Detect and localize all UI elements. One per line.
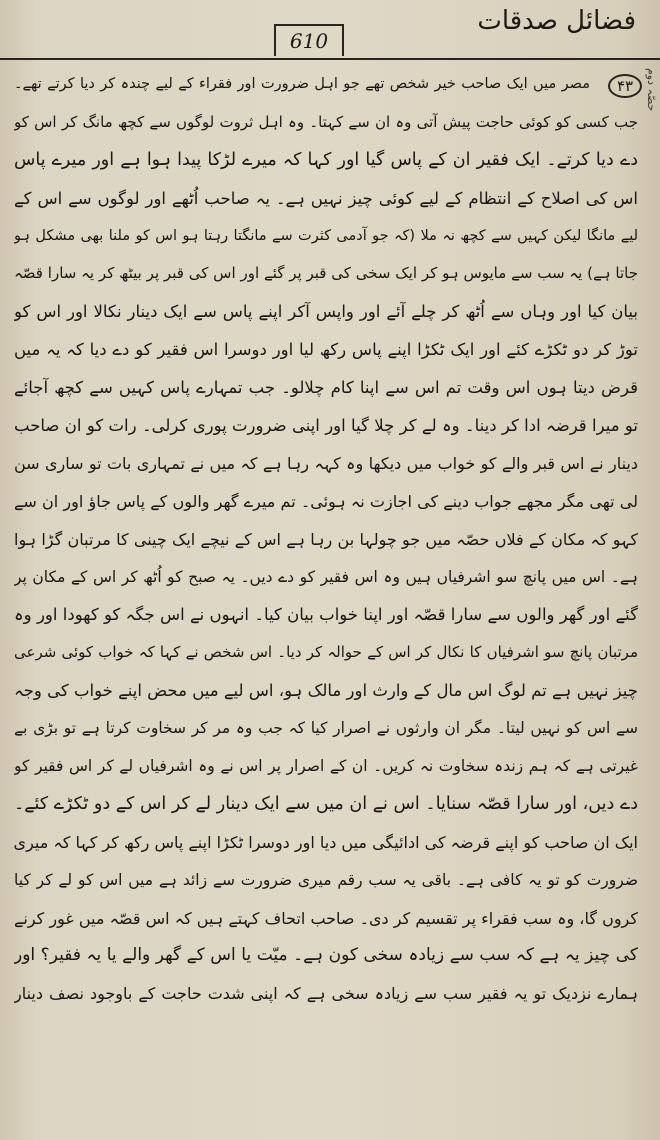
text-line: جاتا ہے) یہ سب سے مایوس ہو کر ایک سخی کی قبر پر گئے اور اس کی قبر پر بیٹھ کر یہ سارا قصّہ <box>14 264 638 283</box>
text-line: گئے اور گھر والوں سے سارا قصّہ اور اپنا خواب بیان کیا۔ انہوں نے اس جگہ کو کھودا اور وہ <box>14 605 638 625</box>
text-line: ہمارے نزدیک تو یہ فقیر سب سے زیادہ سخی ہے کہ اپنی شدت حاجت کے باوجود نصف دینار <box>14 984 638 1004</box>
page-text <box>14 66 638 1140</box>
text-line: لی تھی مگر مجھے جواب دینے کی اجازت نہ ہوئی۔ تم میرے گھر والوں کے پاس جاؤ اور ان سے <box>14 491 638 511</box>
page-number: 610 <box>274 24 344 56</box>
text-line: دے دیں، اور سارا قصّہ سنایا۔ اس نے ان میں سے ایک دینار لے کر اس کے دو ٹکڑے کئے۔ <box>14 793 638 814</box>
text-line: توڑ کر دو ٹکڑے کئے اور ایک ٹکڑا اپنے پاس رکھ لیا اور دوسرا اس فقیر کو دے دیا کہ یہ میں <box>14 340 638 360</box>
text-line: سے اس کو نہیں لیتا۔ مگر ان وارثوں نے اصرار کیا کہ جب وہ مر کر سخاوت کرتا ہے تو بڑی بے <box>14 719 638 738</box>
text-line: لیے مانگا لیکن کہیں سے کچھ نہ ملا (کہ جو آدمی کثرت سے مانگتا رہتا ہو اس کو ملنا بھی مشکل ہو <box>14 227 638 244</box>
text-line: غیرتی ہے کہ ہم زندہ سخاوت نہ کریں۔ ان کے اصرار پر اس نے وہ اشرفیاں لے کر اس فقیر کو <box>14 757 638 776</box>
text-line: کروں گا، وہ سب فقراء پر تقسیم کر دی۔ صاحب اتحاف کہتے ہیں کہ اس قصّہ میں غور کرنے <box>14 908 638 928</box>
text-line: دینار نے اس قبر والے کو خواب میں دیکھا وہ کہہ رہا ہے کہ میں نے تمہاری بات تو ساری سن <box>14 453 638 473</box>
text-line: چیز نہیں ہے تم لوگ اس مال کے وارث اور مالک ہو، اس لیے میں محض اپنے خواب کی وجہ <box>14 681 638 701</box>
text-line: مصر میں ایک صاحب خیر شخص تھے جو اہل ضرورت اور فقراء کے لیے چندہ کر دیا کرتے تھے۔ <box>14 76 590 92</box>
text-line: قرض دیتا ہوں اس وقت تم اس سے اپنا کام چلالو۔ جب تمہارے پاس کہیں سے کچھ آجائے <box>14 378 638 398</box>
text-line: کہو کہ مکان کے فلاں حصّہ میں جو چولہا بن رہا ہے اس کے نیچے ایک چینی کا مرتبان گڑا ہوا <box>14 529 638 549</box>
text-line: اس کی اصلاح کے انتظام کے لیے کوئی چیز نہیں ہے۔ یہ صاحب اُٹھے اور لوگوں سے اس کے <box>14 188 638 208</box>
text-line: تو میرا قرضہ ادا کر دینا۔ وہ لے کر چلا گیا اور اپنی ضرورت پوری کرلی۔ رات کو ان صاحب <box>14 416 638 436</box>
side-note: حصّہ دوم <box>645 68 658 112</box>
text-line: ایک ان صاحب کو اپنے قرضہ کی ادائیگی میں دیا اور دوسرا ٹکڑا اپنے پاس رکھ کر کہا کہ میری <box>14 832 638 852</box>
book-title: فضائل صدقات <box>477 6 636 36</box>
text-line: ہے۔ اس میں پانچ سو اشرفیاں ہیں وہ اس فقیر کو دے دیں۔ یہ صبح کو اُٹھ کر اس کے مکان پر <box>14 567 638 586</box>
text-line: جب کسی کو کوئی حاجت پیش آتی وہ ان سے کہتا۔ وہ اہل ثروت لوگوں سے کچھ مانگ کر اس کو <box>14 112 638 131</box>
header-rule <box>0 58 660 60</box>
story-number-badge: ۴۳ <box>608 74 642 98</box>
text-line: دے دیا کرتے۔ ایک فقیر ان کے پاس گیا اور کہا کہ میرے لڑکا پیدا ہوا ہے اور میرے پاس <box>14 149 638 170</box>
text-line: بیان کیا اور وہاں سے اُٹھ کر چلے آئے اور واپس آکر اپنے پاس سے ایک دینار نکالا اور اس کو <box>14 302 638 322</box>
text-line: کی چیز یہ ہے کہ سب سے زیادہ سخی کون ہے۔ میّت یا اس کے گھر والے یا یہ فقیر؟ اور <box>14 945 638 966</box>
text-line: ضرورت کو تو یہ کافی ہے۔ باقی یہ سب رقم میری ضرورت سے زائد ہے میں اس کو لے کر کیا <box>14 870 638 889</box>
text-line: مرتبان پانچ سو اشرفیاں کا نکال کر اس کے حوالہ کر دیا۔ اس شخص نے کہا کہ خواب کوئی شرعی <box>14 643 638 662</box>
